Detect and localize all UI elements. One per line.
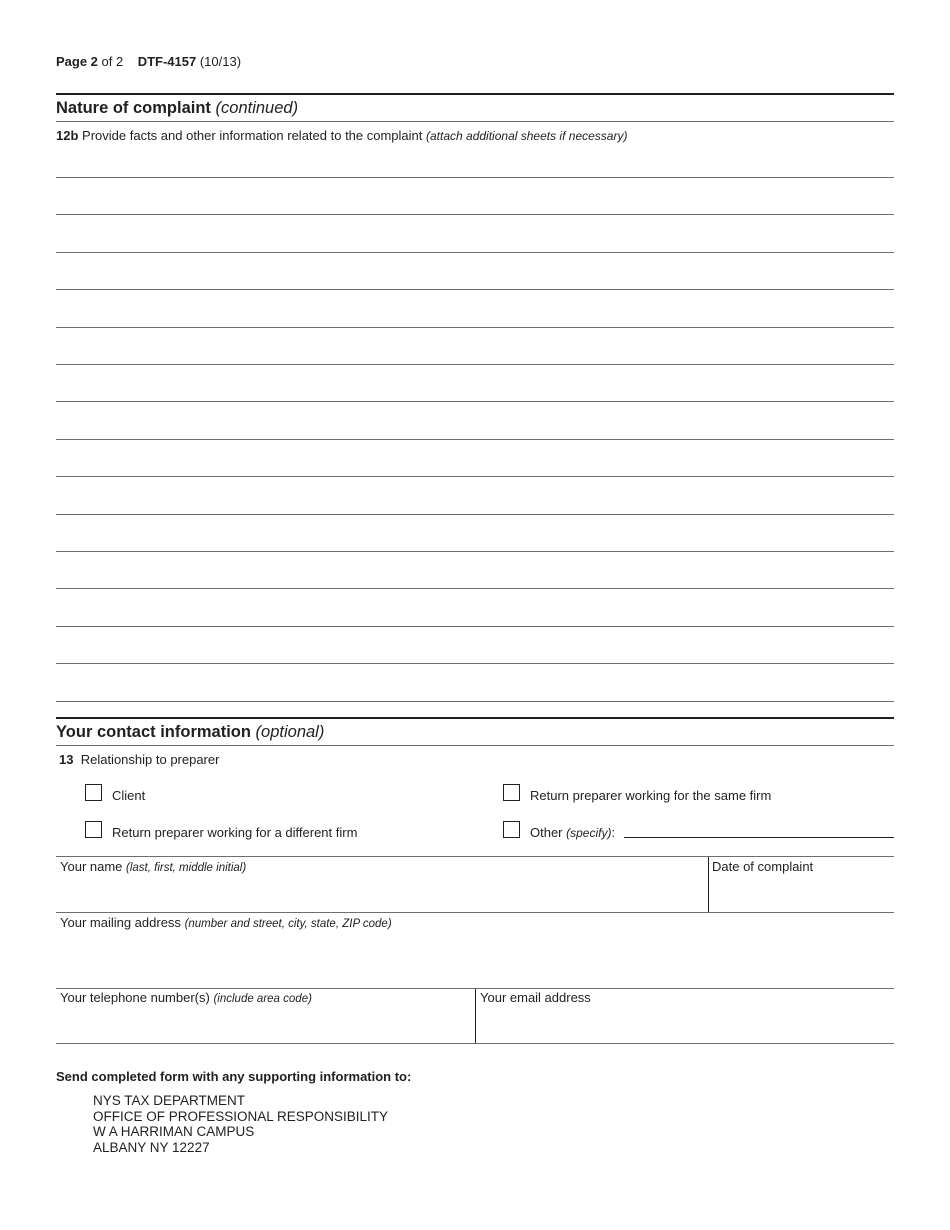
phone-label-hint: (include area code) [213,993,312,1005]
complaint-facts-line-input[interactable] [56,442,898,480]
phone-row-bottom-border [56,1043,894,1044]
ruled-line [56,289,894,290]
form-id: DTF-4157 [137,54,197,69]
ruled-line [56,476,894,477]
ruled-line [56,701,894,702]
option-label: Client [112,788,146,803]
ruled-line [56,327,894,328]
send-instructions: Send completed form with any supporting information to: [56,1069,412,1084]
section-title-contact [56,723,324,742]
address-line: NYS TAX DEPARTMENT [93,1093,246,1108]
ruled-line [56,626,894,627]
client-checkbox[interactable] [85,784,102,801]
email-label: Your email address [480,990,591,1005]
name-label-hint: (last, first, middle initial) [126,862,247,874]
address-label [60,915,392,930]
complaint-facts-line-input[interactable] [56,330,898,368]
complaint-facts-line-input[interactable] [56,629,898,667]
phone-input[interactable] [60,1010,474,1040]
option-other[interactable] [503,825,615,840]
complaint-facts-line-input[interactable] [56,405,898,443]
address-label-hint: (number and street, city, state, ZIP code) [184,918,392,930]
name-row-top-border [56,856,894,857]
option-label [530,825,615,840]
complaint-facts-line-input[interactable] [56,180,898,218]
item-text: Relationship to preparer [80,752,220,767]
complaint-facts-line-input[interactable] [56,255,898,293]
other-label: Other [530,825,563,840]
option-label: Return preparer working for a different firm [112,825,358,840]
section-title-suffix: (optional) [255,723,325,741]
page-number: Page 2 [56,54,98,69]
ruled-line [56,252,894,253]
option-label: Return preparer working for the same firm [530,788,772,803]
other-colon: : [611,825,616,840]
complaint-facts-line-input[interactable] [56,517,898,555]
option-client[interactable] [85,788,145,803]
address-line: OFFICE OF PROFESSIONAL RESPONSIBILITY [93,1108,389,1124]
section-title-text: Your contact information [56,723,251,741]
section-title-text: Nature of complaint [56,99,211,117]
ruled-line [56,439,894,440]
page-total: of 2 [101,54,124,69]
complaint-facts-line-input[interactable] [56,480,898,518]
name-input[interactable] [60,880,704,908]
item-hint: (attach additional sheets if necessary) [426,129,628,143]
section-title-nature [56,99,298,118]
ruled-line [56,177,894,178]
ruled-line [56,514,894,515]
item-12b-label [56,128,627,143]
address-row-top-border [56,912,894,913]
ruled-line [56,551,894,552]
date-input[interactable] [712,880,894,908]
phone-label [60,990,312,1005]
date-label: Date of complaint [712,859,814,874]
address-label-text: Your mailing address [60,915,181,930]
page-header [56,54,241,69]
email-input[interactable] [480,1010,894,1040]
section-title-suffix: (continued) [215,99,299,117]
address-line: W A HARRIMAN CAMPUS [93,1124,255,1139]
item-text: Provide facts and other information related to the complaint [82,128,423,143]
complaint-facts-line-input[interactable] [56,218,898,256]
item-number: 13 [59,752,74,767]
ruled-line [56,588,894,589]
section-divider-top [56,93,894,95]
mailing-address-block [93,1093,388,1155]
complaint-facts-line-input[interactable] [56,293,898,331]
item-number: 12b [56,128,79,143]
name-label-text: Your name [60,859,123,874]
ruled-line [56,401,894,402]
name-label [60,859,246,874]
option-same-firm[interactable] [503,788,771,803]
name-date-divider [708,857,709,912]
address-input[interactable] [60,936,894,984]
other-hint: (specify) [566,826,612,840]
complaint-facts-line-input[interactable] [56,143,898,181]
address-line: ALBANY NY 12227 [93,1139,210,1155]
option-different-firm[interactable] [85,825,357,840]
section-title-underline [56,121,894,122]
section-title-underline [56,745,894,746]
phone-label-text: Your telephone number(s) [60,990,210,1005]
item-13-label [59,752,219,767]
same-firm-checkbox[interactable] [503,784,520,801]
other-checkbox[interactable] [503,821,520,838]
ruled-line [56,364,894,365]
different-firm-checkbox[interactable] [85,821,102,838]
complaint-facts-line-input[interactable] [56,554,898,592]
ruled-line [56,214,894,215]
complaint-facts-line-input[interactable] [56,592,898,630]
section-divider-contact [56,717,894,719]
ruled-line [56,663,894,664]
form-revision: (10/13) [199,54,242,69]
phone-email-divider [475,989,476,1043]
other-specify-input[interactable] [626,822,896,838]
complaint-facts-line-input[interactable] [56,667,898,705]
complaint-facts-line-input[interactable] [56,367,898,405]
